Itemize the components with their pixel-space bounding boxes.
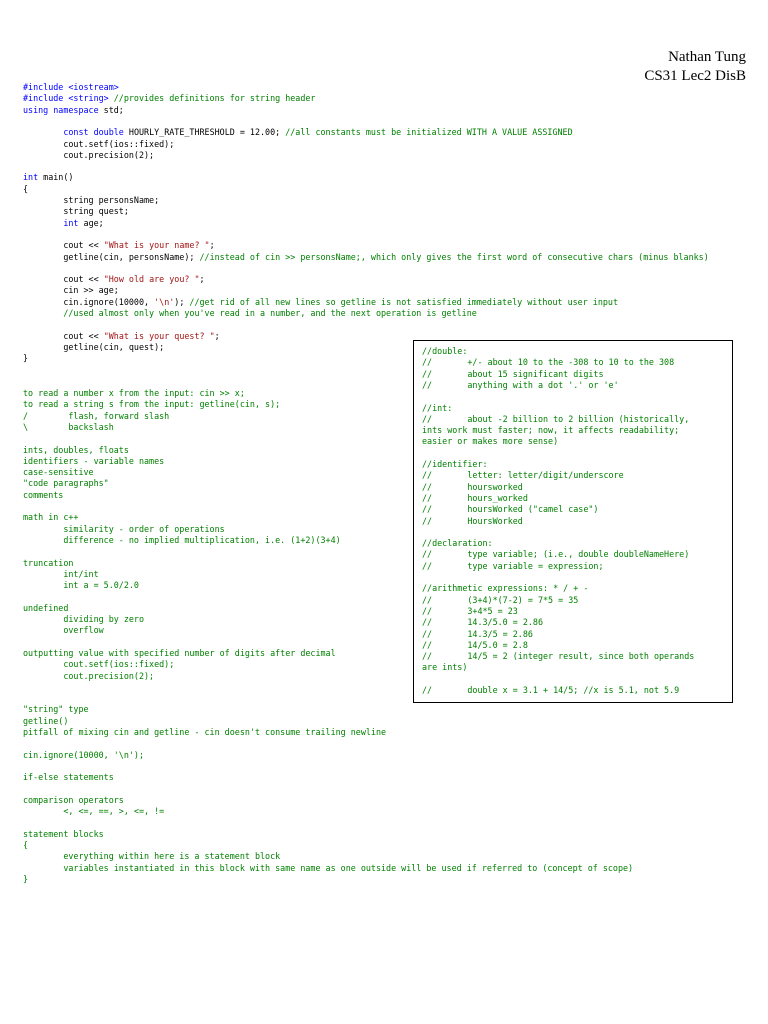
box-line [422,403,452,414]
text-segment: cout << [23,330,104,341]
text-segment: string quest; [23,206,129,217]
text-segment: //int: [422,402,453,413]
box-line [422,595,578,606]
box-line [422,482,523,493]
text-segment: int [23,172,39,183]
box-line [422,629,533,640]
notes-line [23,388,245,399]
document-header [644,48,746,86]
notes-line [23,569,99,580]
notes-line [23,716,68,727]
text-segment: // 14.3/5 = 2.86 [422,628,533,639]
notes-line [23,829,104,840]
notes-line [23,795,124,806]
text-segment: cout << [23,240,104,251]
text-segment: { [23,183,29,194]
text-segment: int/int [23,568,99,579]
code-line [23,218,104,229]
notes-line [23,580,139,591]
text-segment: ; [214,330,220,341]
text-segment: int [63,217,79,228]
notes-line [23,625,104,636]
box-line [422,470,624,481]
box-line [422,549,689,560]
code-line [23,184,28,195]
text-segment: cout.precision(2); [23,670,155,681]
text-segment: cout << [23,274,104,285]
notes-line [23,704,89,715]
box-line [422,414,689,425]
text-segment: //declaration: [422,538,493,549]
text-segment: "How old are you? " [103,274,200,285]
notes-line [23,727,386,738]
text-segment: HOURLY_RATE_THRESHOLD = 12.00; [123,127,286,138]
text-segment: // hoursWorked ("camel case") [422,504,599,515]
text-segment: cout.precision(2); [23,149,155,160]
text-segment: //provides definitions for string header [108,93,316,104]
text-segment: similarity - order of operations [23,523,225,534]
text-segment: math in c++ [23,512,79,523]
text-segment: are ints) [422,662,468,673]
notes-line [23,806,164,817]
box-line [422,346,467,357]
notes-line [23,614,144,625]
notes-line [23,411,169,422]
box-line [422,357,674,368]
code-line [23,172,73,183]
code-line [23,82,119,93]
text-segment: int a = 5.0/2.0 [23,580,139,591]
text-segment: // about -2 billion to 2 billion (historically, [422,413,690,424]
text-segment: '\n' [154,296,175,307]
text-segment: #include <iostream> [23,82,119,92]
code-line [23,139,174,150]
notes-line [23,478,109,489]
text-segment: // (3+4)*(7-2) = 7*5 = 35 [422,594,579,605]
box-line [422,516,523,527]
notes-line [23,467,94,478]
text-segment: // HoursWorked [422,515,523,526]
notes-line [23,456,164,467]
notes-line [23,445,129,456]
notes-line [23,490,63,501]
text-segment: // 14/5.0 = 2.8 [422,639,528,650]
box-line [422,369,604,380]
code-line [23,353,28,364]
box-line [422,662,467,673]
box-line [422,651,694,662]
box-line [422,504,598,515]
box-line [422,538,493,549]
text-segment: comments [23,489,64,500]
text-segment: to read a string s from the input: getline(cin, s); [23,399,281,410]
text-segment: ints work must faster; now, it affects readability; [422,425,680,436]
text-segment: cout.setf(ios::fixed); [23,138,175,149]
text-segment: cin.ignore(10000, '\n'); [23,749,145,760]
text-segment [23,308,63,318]
course-label: CS31 Lec2 DisB [644,68,746,84]
text-segment: ints, doubles, floats [23,444,129,455]
text-segment: //instead of cin >> personsName;, which only gives the first word of consecutive chars (minus blanks) [199,251,709,262]
code-line [23,252,709,263]
text-segment: cout.setf(ios::fixed); [23,659,175,670]
text-segment: ); [174,296,190,307]
code-line [23,195,159,206]
text-segment: string personsName; [23,195,160,205]
code-line [23,342,164,353]
text-segment: statement blocks [23,828,104,839]
box-line [422,561,604,572]
code-line [23,240,215,251]
text-segment: // about 15 significant digits [422,368,604,379]
text-segment: "string" type [23,704,89,715]
text-segment: //all constants must be initialized WITH A VALUE ASSIGNED [285,127,573,138]
author-name: Nathan Tung [668,49,746,65]
text-segment: overflow [23,625,104,636]
text-segment: // 14.3/5.0 = 2.86 [422,617,544,628]
text-segment: pitfall of mixing cin and getline - cin doesn't consume trailing newline [23,727,387,737]
text-segment: everything within here is a statement block [23,851,281,862]
text-segment: // 14/5 = 2 (integer result, since both operands [422,651,695,662]
box-line [422,459,488,470]
text-segment: const double [63,127,124,138]
text-segment: "code paragraphs" [23,478,109,489]
text-segment: identifiers - variable names [23,455,165,466]
code-line [23,93,315,104]
code-line [23,297,618,308]
text-segment [23,127,63,137]
notes-line [23,772,114,783]
text-segment: //used almost only when you've read in a number, and the next operation is getline [63,308,477,318]
notes-line [23,648,336,659]
text-segment [23,218,63,228]
text-segment: \ backslash [23,421,114,432]
text-segment: #include <string> [23,93,109,104]
notes-line [23,558,73,569]
text-segment: cin >> age; [23,285,119,296]
text-segment: "What is your name? " [103,240,210,251]
text-segment: using namespace [23,104,99,115]
text-segment: getline() [23,715,69,726]
text-segment: // double x = 3.1 + 14/5; //x is 5.1, not 5.9 [422,685,680,695]
box-line [422,606,518,617]
text-segment: dividing by zero [23,614,145,624]
notes-line [23,659,174,670]
text-segment: { [23,840,29,850]
text-segment: } [23,873,29,884]
text-segment: // hoursworked [422,481,523,492]
box-line [422,380,619,391]
text-segment: // hours_worked [422,492,528,503]
box-line [422,617,543,628]
notes-line [23,750,144,761]
box-line [422,425,679,436]
text-segment: main() [38,172,74,183]
box-line [422,640,528,651]
box-line [422,685,679,696]
text-segment: outputting value with specified number of digits after decimal [23,647,336,658]
text-segment: std; [98,104,124,115]
text-segment: // 3+4*5 = 23 [422,605,518,616]
text-segment: "What is your quest? " [103,330,215,341]
notes-line [23,524,225,535]
text-segment: age; [78,217,104,228]
code-line [23,331,220,342]
notes-line [23,535,341,546]
text-segment: // +/- about 10 to the -308 to 10 to the 308 [422,357,675,368]
code-line [23,105,124,116]
text-segment: //identifier: [422,459,488,469]
code-line [23,308,477,319]
code-line [23,127,573,138]
notes-line [23,851,280,862]
notes-line [23,671,154,682]
text-segment: difference - no implied multiplication, i.e. (1+2)(3+4) [23,534,341,545]
notes-line [23,603,68,614]
text-segment: // anything with a dot '.' or 'e' [422,379,619,390]
notes-line [23,399,280,410]
text-segment: getline(cin, quest); [23,341,165,352]
text-segment: to read a number x from the input: cin >> x; [23,388,245,398]
code-line [23,274,205,285]
text-segment: ; [199,274,205,285]
box-line [422,493,528,504]
text-segment: } [23,353,29,364]
text-segment: cin.ignore(10000, [23,296,155,307]
text-segment: // type variable = expression; [422,560,604,571]
text-segment: undefined [23,602,69,613]
notes-line [23,874,28,885]
notes-line [23,863,633,874]
box-line [422,583,588,594]
text-segment: // type variable; (i.e., double doubleNameHere) [422,549,690,560]
text-segment: // letter: letter/digit/underscore [422,470,624,481]
code-line [23,285,119,296]
text-segment: truncation [23,557,74,568]
text-segment: case-sensitive [23,467,94,478]
text-segment: easier or makes more sense) [422,436,559,447]
text-segment: getline(cin, personsName); [23,251,200,262]
text-segment: //double: [422,346,468,356]
text-segment: variables instantiated in this block with same name as one outside will be used if referred to (concept of scope) [23,862,634,873]
notes-line [23,512,78,523]
notes-line [23,422,114,433]
code-line [23,150,154,161]
text-segment: //arithmetic expressions: * / + - [422,583,589,594]
box-line [422,436,558,447]
reference-notes-box [413,340,733,703]
text-segment: <, <=, ==, >, <=, != [23,806,165,817]
text-segment: //get rid of all new lines so getline is not satisfied immediately without user input [189,296,619,307]
code-line [23,206,129,217]
notes-line [23,840,28,851]
text-segment: / flash, forward slash [23,410,170,421]
text-segment: comparison operators [23,794,124,805]
text-segment: if-else statements [23,772,114,783]
text-segment: ; [209,240,215,251]
